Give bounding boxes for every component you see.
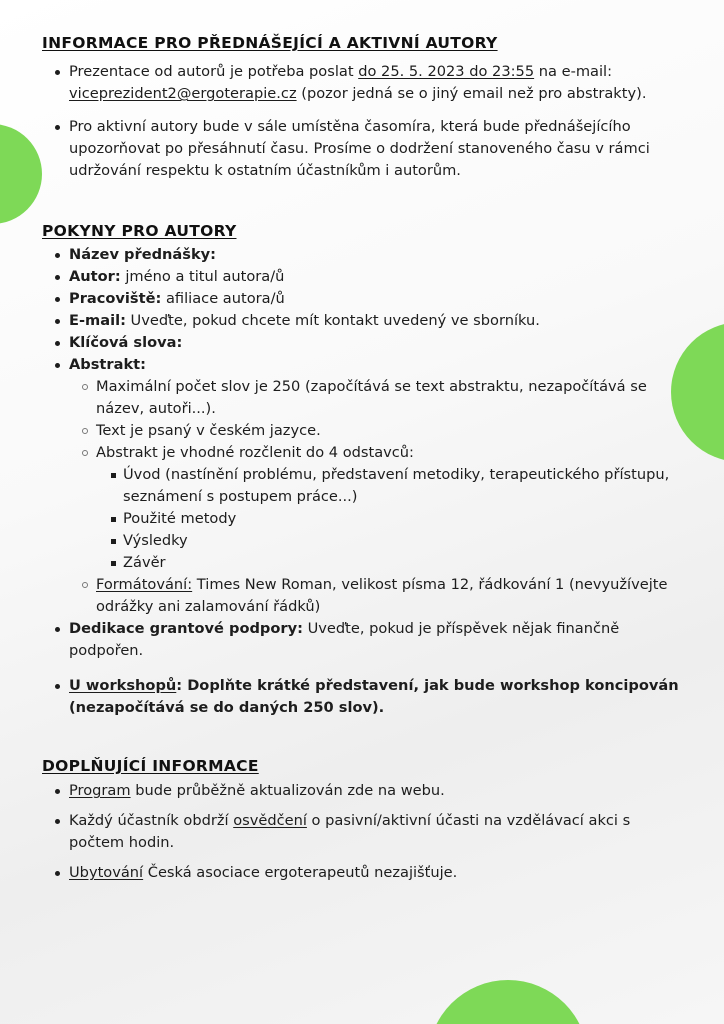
item-label: Pracoviště: [69, 290, 162, 307]
item-text: : Doplňte krátké představení, jak bude workshop koncipován (nezapočítává se do daných 250 slov). [69, 677, 679, 716]
sublist-item: Maximální počet slov je 250 (započítává se text abstraktu, nezapočítává se název, autoři...). [69, 376, 682, 420]
program-link[interactable]: Program [69, 782, 131, 799]
item-text: Times New Roman, velikost písma 12, řádkování 1 (nevyužívejte odrážky ani zalamování řádků) [96, 576, 668, 615]
osvedceni-link[interactable]: osvědčení [233, 812, 307, 829]
list-item-workshop [42, 675, 682, 719]
ubytovani-link[interactable]: Ubytování [69, 864, 144, 881]
item-text: afiliace autora/ů [161, 290, 285, 307]
item-label: Abstrakt: [69, 356, 146, 373]
list-item-abstrakt [42, 354, 682, 618]
part-item: Výsledky [96, 530, 682, 552]
part-item: Použité metody [96, 508, 682, 530]
workshop-link[interactable]: U workshopů [69, 677, 177, 694]
item-text: Abstrakt je vhodné rozčlenit do 4 odstavců: [96, 444, 414, 461]
item-label: E-mail: [69, 312, 126, 329]
list-item-dedikace [42, 618, 682, 662]
list-item-klicova-slova [42, 332, 682, 354]
part-item: Úvod (nastínění problému, představení metodiky, terapeutického přístupu, seznámení s postupem práce...) [96, 464, 682, 508]
item-label: Autor: [69, 268, 121, 285]
item-text: Každý účastník obdrží [69, 812, 234, 829]
part-item: Závěr [96, 552, 682, 574]
item-label: Dedikace grantové podpory: [69, 620, 303, 637]
list-item-email [42, 310, 682, 332]
sublist-item: Text je psaný v českém jazyce. [69, 420, 682, 442]
decorative-circle-bottom [428, 980, 588, 1024]
item-text: bude průběžně aktualizován zde na webu. [130, 782, 445, 799]
sublist-item [69, 442, 682, 574]
abstrakt-parts-list [96, 464, 682, 574]
section-heading-informace: INFORMACE PRO PŘEDNÁŠEJÍCÍ A AKTIVNÍ AUTORY [42, 34, 498, 52]
item-label: Klíčová slova: [69, 334, 183, 351]
item-text: na e-mail: [534, 63, 613, 80]
document-content [42, 34, 682, 892]
list-item-casomira: Pro aktivní autory bude v sále umístěna časomíra, která bude přednášejícího upozorňovat po přesáhnutí času. Prosíme o dodržení stanoveného času v rámci udržování respektu k ostatním účastníkům i autorům. [42, 116, 682, 182]
list-item-osvedceni [42, 810, 682, 854]
item-text: o pasivní/aktivní účasti na vzdělávací akci s počtem hodin. [69, 812, 631, 851]
sublist-item-formatovani [69, 574, 682, 618]
list-item-nazev [42, 244, 682, 266]
list-item-ubytovani [42, 862, 682, 884]
informace-list [42, 61, 682, 182]
section-heading-pokyny: POKYNY PRO AUTORY [42, 222, 237, 240]
deadline-text: do 25. 5. 2023 do 23:55 [358, 63, 535, 80]
abstrakt-sublist [69, 376, 682, 618]
item-text: Uveďte, pokud je příspěvek nějak finančně podpořen. [69, 620, 620, 659]
section-heading-doplnujici: DOPLŇUJÍCÍ INFORMACE [42, 757, 259, 775]
list-item-autor [42, 266, 682, 288]
decorative-circle-left [0, 124, 42, 224]
doplnujici-list [42, 780, 682, 884]
email-link[interactable]: viceprezident2@ergoterapie.cz [69, 85, 297, 102]
list-item-prezentace [42, 61, 682, 105]
item-text: Prezentace od autorů je potřeba poslat [69, 63, 359, 80]
formatovani-label: Formátování: [96, 576, 193, 593]
item-text: (pozor jedná se o jiný email než pro abstrakty). [296, 85, 647, 102]
item-text: Uveďte, pokud chcete mít kontakt uvedený ve sborníku. [125, 312, 540, 329]
item-text: jméno a titul autora/ů [120, 268, 285, 285]
pokyny-list [42, 244, 682, 719]
item-text: Česká asociace ergoterapeutů nezajišťuje. [143, 864, 458, 881]
list-item-pracoviste [42, 288, 682, 310]
item-label: Název přednášky: [69, 246, 217, 263]
list-item-program [42, 780, 682, 802]
